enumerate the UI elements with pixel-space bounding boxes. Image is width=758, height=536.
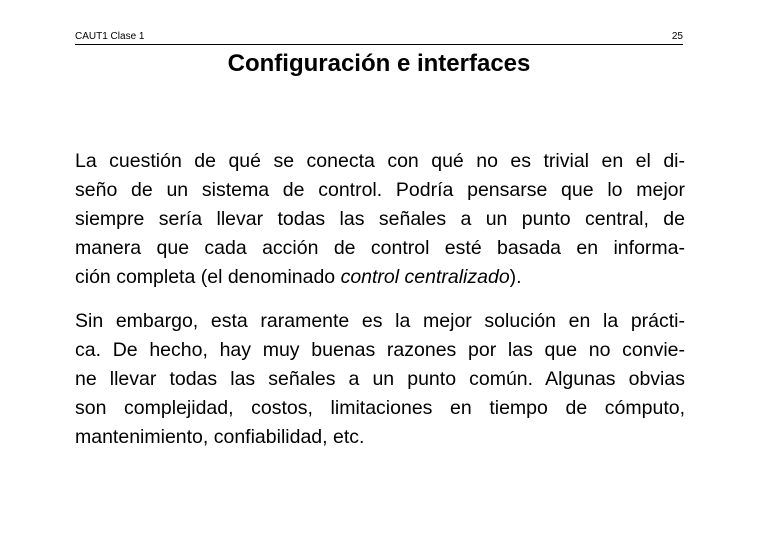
paragraph-line: manera que cada acción de control esté basada en informa- [75, 237, 685, 259]
paragraph-line: Sin embargo, esta raramente es la mejor solución en la prácti- [75, 310, 685, 332]
course-label: CAUT1 Clase 1 [75, 31, 145, 42]
paragraph-line: ca. De hecho, hay muy buenas razones por las que no convie- [75, 339, 685, 361]
paragraph-line: seño de un sistema de control. Podría pensarse que lo mejor [75, 179, 685, 201]
text-run: ). [509, 266, 522, 288]
paragraph-2 [75, 307, 685, 452]
paragraph-1 [75, 147, 685, 292]
paragraph-line: La cuestión de qué se conecta con qué no es trivial en el di- [75, 150, 685, 172]
page-header [75, 30, 683, 44]
page-title: Configuración e interfaces [227, 50, 531, 77]
paragraph-line: ne llevar todas las señales a un punto común. Algunas obvias [75, 368, 685, 390]
page-number: 25 [671, 31, 683, 42]
paragraph-line: son complejidad, costos, limitaciones en tiempo de cómputo, [75, 397, 685, 419]
paragraph-line [75, 263, 685, 292]
paragraph-line: mantenimiento, confiabilidad, etc. [75, 426, 365, 448]
emphasis-term: control centralizado [340, 266, 510, 288]
header-divider [75, 44, 683, 45]
paragraph-line: siempre sería llevar todas las señales a un punto central, de [75, 208, 685, 230]
text-run: ción completa (el denominado [75, 266, 341, 288]
